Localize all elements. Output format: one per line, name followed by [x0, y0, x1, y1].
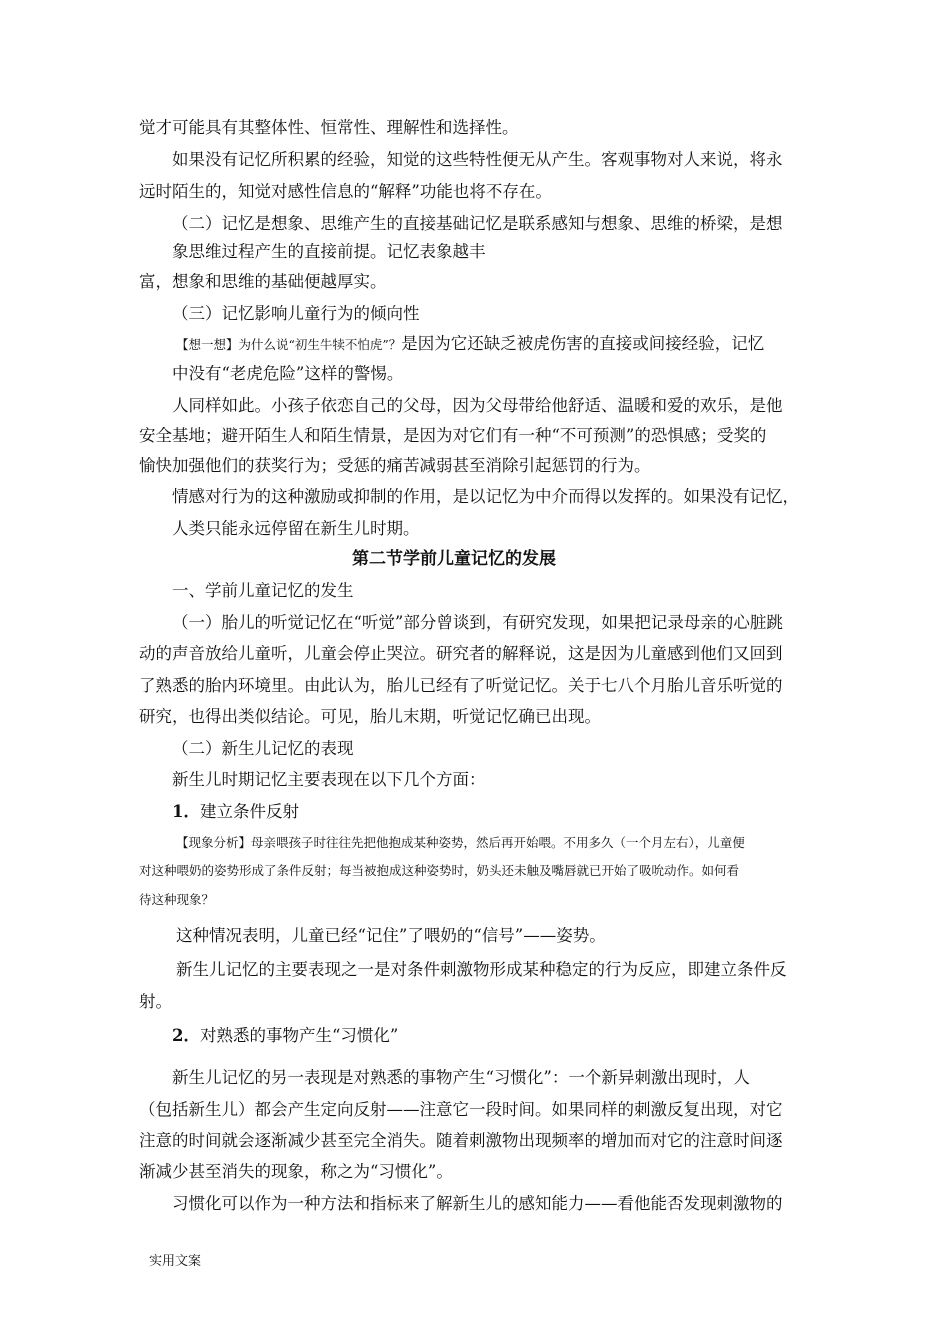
think-text: 是因为它还缺乏被虎伤害的直接或间接经验，记忆: [401, 334, 765, 353]
paragraph-line: 觉才可能具有其整体性、恒常性、理解性和选择性。: [139, 118, 519, 137]
item-text: 建立条件反射: [199, 802, 299, 821]
paragraph-line: 这种情况表明，儿童已经“记住”了喂奶的“信号”——姿势。: [176, 926, 606, 945]
paragraph-line: 安全基地；避开陌生人和陌生情景，是因为对它们有一种“不可预测”的恐惧感；受奖的: [139, 426, 767, 445]
think-label: 【想一想】为什么说“初生牛犊不怕虎”？: [176, 337, 402, 352]
paragraph-line: 研究，也得出类似结论。可见，胎儿末期，听觉记忆确已出现。: [139, 707, 601, 726]
paragraph-line: 动的声音放给儿童听，儿童会停止哭泣。研究者的解释说，这是因为儿童感到他们又回到: [139, 644, 783, 663]
analysis-line: 对这种喂奶的姿势形成了条件反射；每当被抱成这种姿势时，奶头还未触及嘴唇就已开始了吸吮动作。如何看: [139, 863, 740, 878]
paragraph-line: 了熟悉的胎内环境里。由此认为，胎儿已经有了听觉记忆。关于七八个月胎儿音乐听觉的: [139, 676, 783, 695]
page-footer: 实用文案: [149, 1254, 202, 1269]
item-number: 1．: [172, 802, 200, 821]
section-heading: （二）新生儿记忆的表现: [172, 739, 354, 758]
numbered-heading: [172, 801, 299, 823]
section-heading: 一、学前儿童记忆的发生: [172, 581, 354, 600]
paragraph-line: 注意的时间就会逐渐减少甚至完全消失。随着刺激物出现频率的增加而对它的注意时间逐: [139, 1131, 783, 1150]
section-title: 第二节学前儿童记忆的发展: [352, 549, 556, 569]
paragraph-line: 射。: [139, 992, 172, 1011]
item-text: 对熟悉的事物产生“习惯化”: [199, 1026, 399, 1045]
paragraph-line: 情感对行为的这种激励或抑制的作用，是以记忆为中介而得以发挥的。如果没有记忆，: [172, 487, 799, 506]
paragraph-line: 如果没有记忆所积累的经验，知觉的这些特性便无从产生。客观事物对人来说，将永: [172, 150, 783, 169]
paragraph-line: （包括新生儿）都会产生定向反射——注意它一段时间。如果同样的刺激反复出现，对它: [139, 1100, 783, 1119]
numbered-heading: [172, 1025, 398, 1047]
paragraph-line: 愉快加强他们的获奖行为；受惩的痛苦减弱甚至消除引起惩罚的行为。: [139, 456, 651, 475]
paragraph-line: 中没有“老虎危险”这样的警惕。: [172, 364, 404, 383]
paragraph-line: 渐减少甚至消失的现象，称之为“习惯化”。: [139, 1162, 453, 1181]
paragraph-line: 象思维过程产生的直接前提。记忆表象越丰: [172, 242, 486, 261]
paragraph-line: 新生儿时期记忆主要表现在以下几个方面：: [172, 770, 486, 789]
paragraph-line: 习惯化可以作为一种方法和指标来了解新生儿的感知能力——看他能否发现刺激物的: [172, 1194, 783, 1213]
paragraph-line: 新生儿记忆的主要表现之一是对条件刺激物形成某种稳定的行为反应，即建立条件反: [176, 960, 787, 979]
analysis-line: 【现象分析】母亲喂孩子时往往先把他抱成某种姿势，然后再开始喂。不用多久（一个月左右），儿童便: [176, 835, 745, 850]
analysis-line: 待这种现象？: [139, 892, 215, 907]
section-heading: （三）记忆影响儿童行为的倾向性: [172, 304, 420, 323]
paragraph-line: 远时陌生的，知觉对感性信息的“解释”功能也将不存在。: [139, 182, 552, 201]
think-line: [176, 333, 764, 355]
paragraph-line: （一）胎儿的听觉记忆在“听觉”部分曾谈到，有研究发现，如果把记录母亲的心脏跳: [172, 613, 783, 632]
paragraph-line: 人类只能永远停留在新生儿时期。: [172, 519, 420, 538]
paragraph-line: （二）记忆是想象、思维产生的直接基础记忆是联系感知与想象、思维的桥梁，是想: [172, 214, 783, 233]
paragraph-line: 新生儿记忆的另一表现是对熟悉的事物产生“习惯化”：一个新异刺激出现时，人: [172, 1068, 750, 1087]
paragraph-line: 富，想象和思维的基础便越厚实。: [139, 272, 387, 291]
paragraph-line: 人同样如此。小孩子依恋自己的父母，因为父母带给他舒适、温暖和爱的欢乐，是他: [172, 396, 783, 415]
item-number: 2．: [172, 1026, 200, 1045]
